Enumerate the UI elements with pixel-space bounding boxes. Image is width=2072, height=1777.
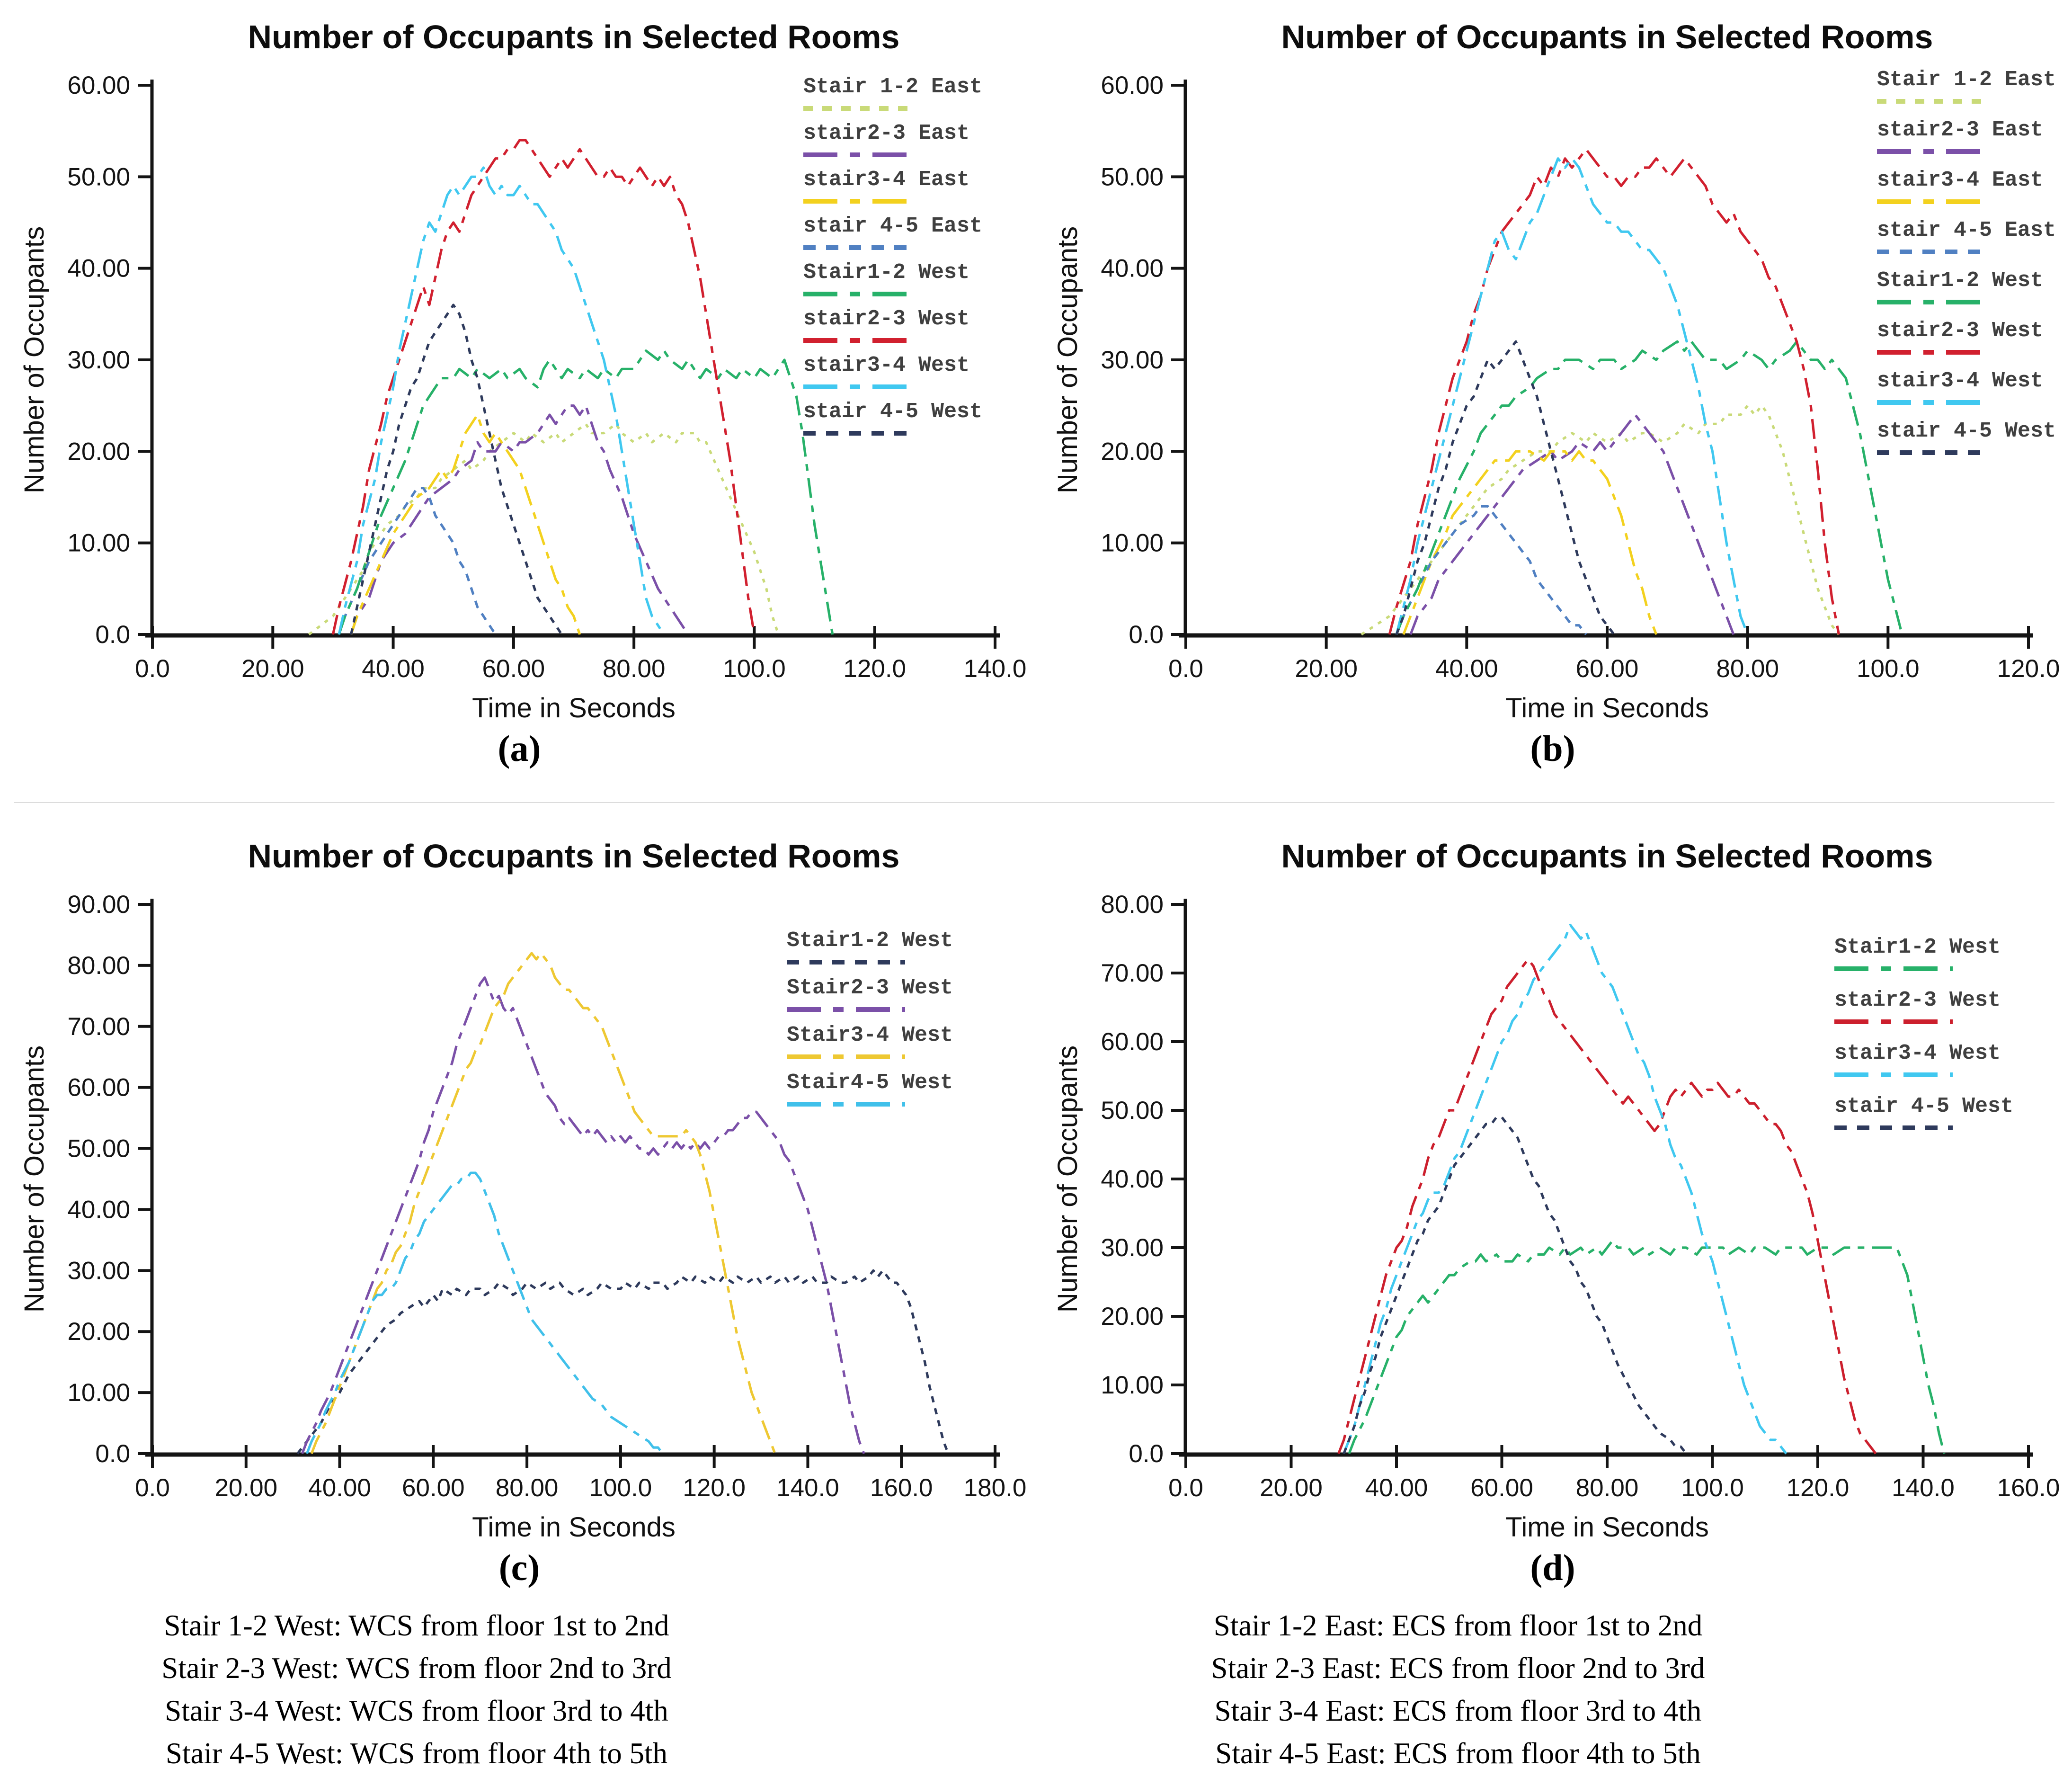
- x-tick-label: 140.0: [776, 1474, 839, 1502]
- legend-label: stair2-3 West: [1834, 988, 2001, 1012]
- legend-label: stair2-3 East: [1877, 118, 2044, 142]
- legend-label: Stair4-5 West: [787, 1071, 953, 1095]
- chart-title: Number of Occupants in Selected Rooms: [248, 18, 900, 55]
- y-tick-label: 40.00: [67, 1196, 130, 1224]
- footnote-line: Stair 4-5 West: WCS from floor 4th to 5th: [165, 1737, 668, 1770]
- x-tick-label: 60.00: [482, 655, 545, 683]
- legend-label: stair3-4 East: [803, 168, 970, 192]
- x-tick-label: 60.00: [1470, 1474, 1533, 1502]
- y-tick-label: 50.00: [1101, 163, 1164, 191]
- series-line-stair1-2-west: [298, 1270, 949, 1454]
- y-tick-label: 70.00: [67, 1012, 130, 1041]
- legend-label: stair3-4 East: [1877, 168, 2044, 192]
- legend-label: stair 4-5 West: [1877, 419, 2056, 443]
- series-line-stair1-2-west: [1349, 1241, 1944, 1454]
- series-line-stair4-5-west: [307, 1173, 663, 1454]
- y-tick-label: 80.00: [67, 951, 130, 980]
- chart-panel-a: [6, 5, 1033, 770]
- y-tick-label: 10.00: [67, 1379, 130, 1407]
- y-axis-label: Number of Occupants: [19, 226, 50, 494]
- legend-label: Stair1-2 West: [1877, 268, 2044, 293]
- x-tick-label: 140.0: [1892, 1474, 1955, 1502]
- y-tick-label: 10.00: [67, 529, 130, 557]
- x-tick-label: 80.00: [1575, 1474, 1639, 1502]
- y-tick-label: 30.00: [67, 346, 130, 374]
- x-tick-label: 40.00: [1365, 1474, 1428, 1502]
- x-tick-label: 40.00: [308, 1474, 371, 1502]
- y-tick-label: 60.00: [67, 1073, 130, 1102]
- x-tick-label: 20.00: [1295, 655, 1358, 683]
- x-tick-label: 0.0: [1168, 655, 1203, 683]
- x-tick-label: 140.0: [963, 655, 1027, 683]
- y-tick-label: 10.00: [1101, 1371, 1164, 1399]
- footnote-line: Stair 1-2 East: ECS from floor 1st to 2nd: [1213, 1609, 1703, 1642]
- footnote-line: Stair 2-3 West: WCS from floor 2nd to 3rd: [161, 1652, 672, 1685]
- series-line-stair3-4-west: [339, 168, 664, 634]
- footnote-east-stairs: [1089, 1604, 1827, 1775]
- x-tick-label: 160.0: [870, 1474, 933, 1502]
- y-tick-label: 40.00: [1101, 254, 1164, 283]
- series-line-stair-4-5-west: [1396, 341, 1614, 634]
- y-tick-label: 80.00: [1101, 891, 1164, 919]
- x-tick-label: 40.00: [1435, 655, 1498, 683]
- legend-label: Stair1-2 West: [803, 260, 970, 285]
- x-tick-label: 80.00: [495, 1474, 559, 1502]
- x-tick-label: 0.0: [135, 1474, 170, 1502]
- y-axis-label: Number of Occupants: [1052, 1045, 1083, 1313]
- series-line-stair2-3-east: [1411, 415, 1734, 634]
- series-line-stair3-4-west: [311, 953, 775, 1454]
- y-tick-label: 50.00: [67, 1134, 130, 1163]
- legend-label: Stair1-2 West: [787, 929, 953, 953]
- legend-label: Stair 1-2 East: [1877, 68, 2056, 92]
- legend-label: Stair1-2 West: [1834, 935, 2001, 959]
- chart-panel-c: [6, 824, 1033, 1589]
- y-tick-label: 0.0: [1129, 1440, 1164, 1468]
- x-tick-label: 160.0: [1997, 1474, 2060, 1502]
- row-divider: [14, 802, 2054, 803]
- x-tick-label: 40.00: [362, 655, 425, 683]
- legend-label: Stair2-3 West: [787, 976, 953, 1000]
- x-tick-label: 120.0: [1786, 1474, 1850, 1502]
- legend-label: stair 4-5 East: [803, 214, 983, 238]
- x-tick-label: 120.0: [1997, 655, 2060, 683]
- legend-label: stair 4-5 East: [1877, 218, 2056, 242]
- legend-label: Stair 1-2 East: [803, 75, 983, 99]
- y-tick-label: 20.00: [1101, 438, 1164, 466]
- x-tick-label: 0.0: [135, 655, 170, 683]
- x-tick-label: 100.0: [723, 655, 786, 683]
- x-tick-label: 120.0: [843, 655, 907, 683]
- y-tick-label: 30.00: [1101, 346, 1164, 374]
- y-tick-label: 40.00: [1101, 1165, 1164, 1193]
- series-line-stair-4-5-west: [1344, 1117, 1686, 1454]
- x-tick-label: 80.00: [602, 655, 666, 683]
- y-tick-label: 50.00: [1101, 1097, 1164, 1125]
- chart-panel-d: [1039, 824, 2066, 1589]
- y-axis-label: Number of Occupants: [19, 1045, 50, 1313]
- x-tick-label: 80.00: [1716, 655, 1779, 683]
- legend-label: stair3-4 West: [803, 353, 970, 377]
- footnote-line: Stair 2-3 East: ECS from floor 2nd to 3rd: [1211, 1652, 1705, 1685]
- panel-caption-c: (c): [498, 1547, 540, 1588]
- y-tick-label: 30.00: [1101, 1234, 1164, 1262]
- y-tick-label: 20.00: [67, 1318, 130, 1346]
- footnote-line: Stair 3-4 East: ECS from floor 3rd to 4th: [1214, 1694, 1702, 1727]
- x-axis-label: Time in Seconds: [1505, 1512, 1709, 1543]
- series-line-stair3-4-east: [351, 415, 580, 634]
- y-tick-label: 20.00: [67, 438, 130, 466]
- y-tick-label: 40.00: [67, 254, 130, 283]
- series-line-stair-4-5-west: [351, 305, 562, 634]
- footnote-line: Stair 1-2 West: WCS from floor 1st to 2nd: [164, 1609, 669, 1642]
- chart-title: Number of Occupants in Selected Rooms: [1281, 838, 1933, 875]
- legend-label: stair2-3 East: [803, 121, 970, 145]
- legend-label: Stair3-4 West: [787, 1023, 953, 1047]
- occupants-chart-a: [6, 5, 1033, 743]
- y-tick-label: 0.0: [95, 621, 130, 649]
- footnote-line: Stair 3-4 West: WCS from floor 3rd to 4th: [165, 1694, 668, 1727]
- x-axis-label: Time in Seconds: [472, 1512, 676, 1543]
- series-line-stair2-3-west: [1339, 959, 1876, 1454]
- y-tick-label: 30.00: [67, 1257, 130, 1285]
- panel-caption-d: (d): [1530, 1547, 1575, 1588]
- x-tick-label: 20.00: [1260, 1474, 1323, 1502]
- x-tick-label: 20.00: [241, 655, 304, 683]
- x-tick-label: 100.0: [589, 1474, 652, 1502]
- y-tick-label: 70.00: [1101, 959, 1164, 987]
- y-tick-label: 0.0: [1129, 621, 1164, 649]
- legend-label: stair3-4 West: [1877, 369, 2044, 393]
- legend-label: stair3-4 West: [1834, 1041, 2001, 1065]
- occupants-chart-b: [1039, 5, 2066, 743]
- series-line-stair-1-2-east: [1361, 406, 1839, 634]
- series-line-stair3-4-west: [1344, 925, 1787, 1454]
- y-axis-label: Number of Occupants: [1052, 226, 1083, 494]
- series-line-stair3-4-west: [1396, 159, 1748, 634]
- y-tick-label: 60.00: [67, 71, 130, 99]
- y-tick-label: 0.0: [95, 1440, 130, 1468]
- y-tick-label: 60.00: [1101, 71, 1164, 99]
- x-tick-label: 20.00: [214, 1474, 278, 1502]
- panel-caption-b: (b): [1530, 728, 1575, 769]
- chart-panel-b: [1039, 5, 2066, 770]
- x-tick-label: 60.00: [402, 1474, 465, 1502]
- occupants-chart-c: [6, 824, 1033, 1563]
- legend-label: stair 4-5 West: [803, 400, 983, 424]
- legend-label: stair2-3 West: [803, 307, 970, 331]
- y-tick-label: 10.00: [1101, 529, 1164, 557]
- x-axis-label: Time in Seconds: [1505, 693, 1709, 723]
- y-tick-label: 60.00: [1101, 1028, 1164, 1056]
- footnote-west-stairs: [47, 1604, 786, 1775]
- chart-title: Number of Occupants in Selected Rooms: [1281, 18, 1933, 55]
- panel-caption-a: (a): [498, 728, 541, 769]
- x-tick-label: 60.00: [1575, 655, 1639, 683]
- x-tick-label: 120.0: [683, 1474, 746, 1502]
- footnote-line: Stair 4-5 East: ECS from floor 4th to 5th: [1215, 1737, 1701, 1770]
- legend-label: stair 4-5 West: [1834, 1094, 2014, 1118]
- series-line-stair2-3-west: [302, 978, 864, 1454]
- x-tick-label: 0.0: [1168, 1474, 1203, 1502]
- chart-title: Number of Occupants in Selected Rooms: [248, 838, 900, 875]
- legend-label: stair2-3 West: [1877, 319, 2044, 343]
- x-tick-label: 100.0: [1857, 655, 1920, 683]
- y-tick-label: 90.00: [67, 891, 130, 919]
- occupants-chart-d: [1039, 824, 2066, 1563]
- x-tick-label: 100.0: [1681, 1474, 1744, 1502]
- y-tick-label: 20.00: [1101, 1303, 1164, 1331]
- x-axis-label: Time in Seconds: [472, 693, 676, 723]
- x-tick-label: 180.0: [963, 1474, 1027, 1502]
- series-line-stair1-2-west: [1396, 341, 1902, 634]
- y-tick-label: 50.00: [67, 163, 130, 191]
